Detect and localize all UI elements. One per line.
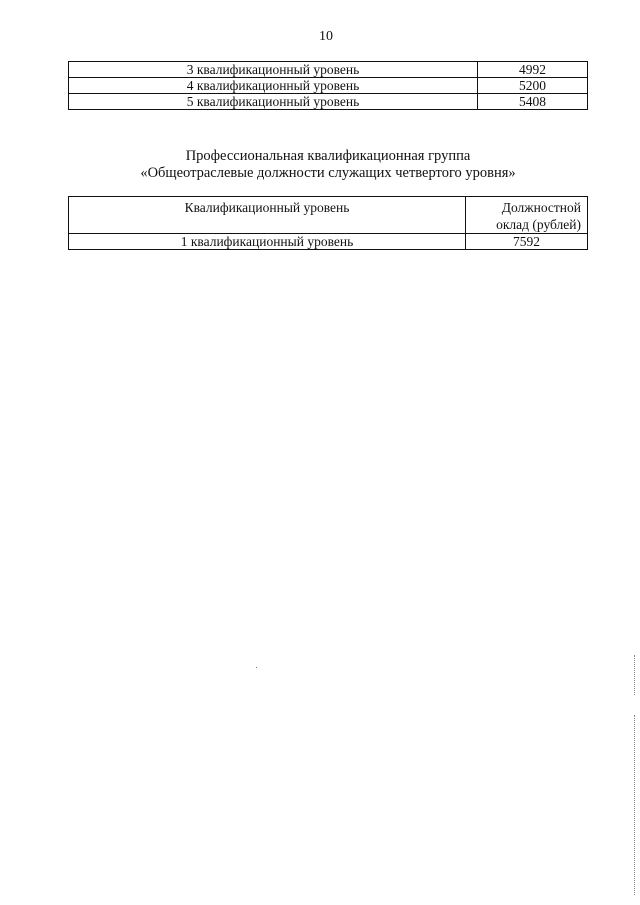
column-header-level: Квалификационный уровень [69,197,466,234]
qualification-level-cell: 1 квалификационный уровень [69,234,466,250]
qualification-level-cell: 5 квалификационный уровень [69,94,478,110]
table-row [69,234,588,250]
group-heading-line2: «Общеотраслевые должности служащих четвертого уровня» [140,165,516,181]
scan-edge-mark [634,655,636,695]
salary-cell: 4992 [478,62,588,78]
qualification-level-cell: 3 квалификационный уровень [69,62,478,78]
salary-cell: 5408 [478,94,588,110]
professional-group-heading [68,148,588,182]
group-heading-line1: Профессиональная квалификационная группа [185,148,471,164]
table-header-row [69,197,588,234]
salary-table-continued [68,61,588,110]
salary-cell: 5200 [478,78,588,94]
scan-speck [256,667,257,668]
page-number: 10 [319,29,333,44]
salary-table-fourth-level [68,196,588,250]
column-header-salary [466,197,588,234]
salary-cell: 7592 [466,234,588,250]
column-header-salary-line2: оклад (рублей) [496,217,581,232]
table-row [69,62,588,78]
scan-edge-mark [634,715,636,895]
table-row [69,78,588,94]
column-header-salary-line1: Должностной [501,200,581,215]
table-row [69,94,588,110]
qualification-level-cell: 4 квалификационный уровень [69,78,478,94]
